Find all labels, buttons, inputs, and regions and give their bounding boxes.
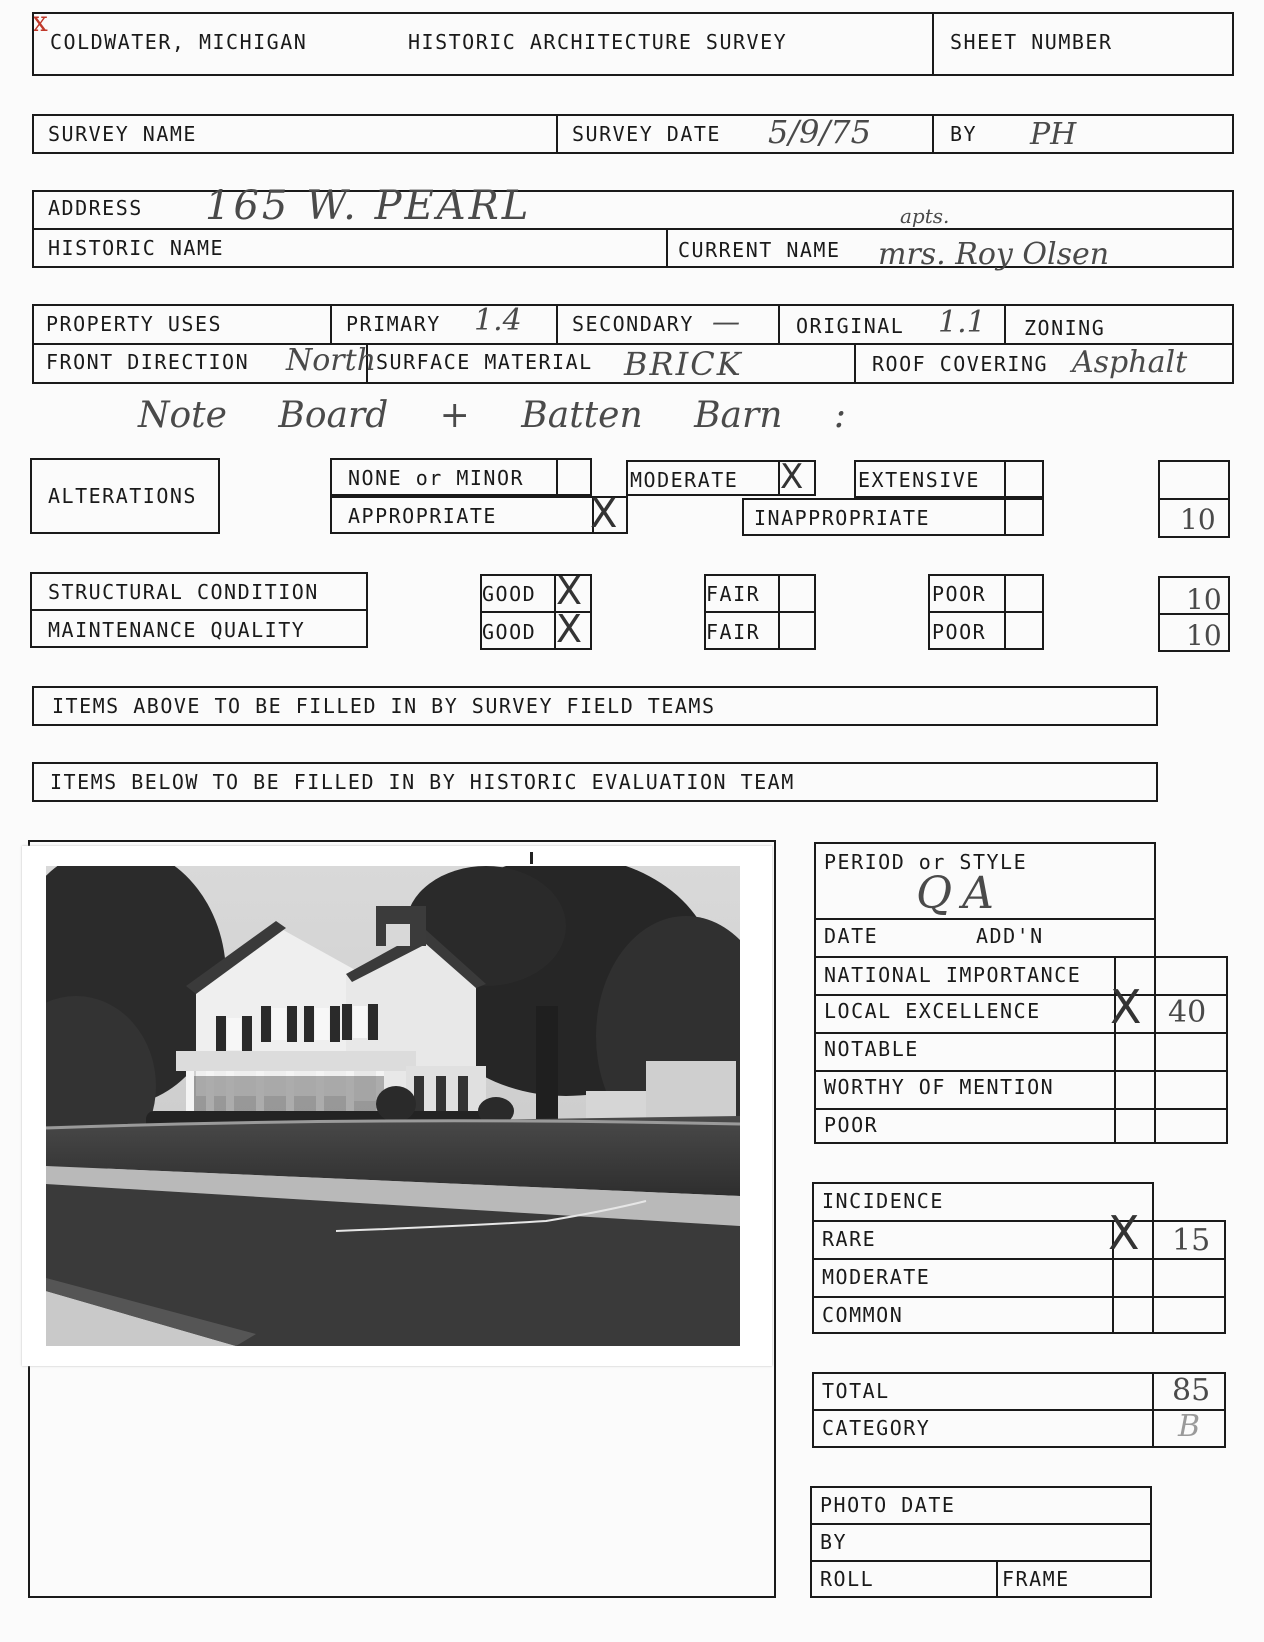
- survey-by-value: PH: [1030, 117, 1077, 152]
- structural-score: 10: [1186, 583, 1222, 616]
- house-photo: [46, 866, 740, 1346]
- total-value: 85: [1172, 1373, 1211, 1408]
- front-direction-value: North: [286, 343, 377, 378]
- period-style-label: PERIOD or STYLE: [824, 850, 1028, 874]
- worthy-of-mention-label: WORTHY OF MENTION: [824, 1075, 1055, 1099]
- survey-date-value: 5/9/75: [768, 113, 871, 151]
- sheet-number-label: SHEET NUMBER: [950, 30, 1113, 54]
- original-label: ORIGINAL: [796, 314, 905, 338]
- period-style-value: QA: [916, 868, 1004, 919]
- survey-name-label: SURVEY NAME: [48, 122, 197, 146]
- rare-score: 15: [1172, 1223, 1211, 1258]
- maintenance-quality-label: MAINTENANCE QUALITY: [48, 618, 306, 642]
- extensive-label: EXTENSIVE: [858, 468, 980, 492]
- structural-fair-label: FAIR: [706, 582, 761, 606]
- moderate-label: MODERATE: [630, 468, 739, 492]
- photo-tick-mark: [530, 852, 533, 864]
- moderate-check: X: [780, 457, 804, 497]
- structural-good-label: GOOD: [482, 582, 537, 606]
- banner-above: ITEMS ABOVE TO BE FILLED IN BY SURVEY FIELD TEAMS: [52, 694, 716, 718]
- frame-label: FRAME: [1002, 1567, 1070, 1591]
- city-title: COLDWATER, MICHIGAN: [50, 30, 308, 54]
- appropriate-label: APPROPRIATE: [348, 504, 497, 528]
- secondary-value: —: [712, 305, 740, 338]
- primary-value: 1.4: [474, 303, 522, 338]
- addn-label: ADD'N: [976, 924, 1044, 948]
- survey-date-label: SURVEY DATE: [572, 122, 721, 146]
- current-name-note: apts.: [900, 204, 950, 228]
- local-excellence-check: X: [1110, 980, 1142, 1034]
- primary-label: PRIMARY: [346, 312, 441, 336]
- zoning-label: ZONING: [1024, 316, 1106, 340]
- category-value: B: [1178, 1409, 1201, 1444]
- maintenance-fair-label: FAIR: [706, 620, 761, 644]
- banner-below: ITEMS BELOW TO BE FILLED IN BY HISTORIC EVALUATION TEAM: [50, 770, 795, 794]
- front-direction-label: FRONT DIRECTION: [46, 350, 250, 374]
- inappropriate-label: INAPPROPRIATE: [754, 506, 931, 530]
- corner-mark: x: [32, 5, 48, 38]
- photo-date-label: PHOTO DATE: [820, 1493, 956, 1517]
- poor-label: POOR: [824, 1113, 879, 1137]
- local-excellence-label: LOCAL EXCELLENCE: [824, 999, 1041, 1023]
- incidence-moderate-label: MODERATE: [822, 1265, 931, 1289]
- total-label: TOTAL: [822, 1379, 890, 1403]
- appropriate-check: X: [590, 491, 618, 537]
- property-uses-label: PROPERTY USES: [46, 312, 223, 336]
- structural-good-check: X: [556, 569, 583, 613]
- national-importance-label: NATIONAL IMPORTANCE: [824, 963, 1082, 987]
- roof-covering-value: Asphalt: [1072, 345, 1188, 380]
- structural-poor-label: POOR: [932, 582, 987, 606]
- current-name-label: CURRENT NAME: [678, 238, 841, 262]
- surface-material-value: BRICK: [624, 345, 743, 383]
- structural-condition-label: STRUCTURAL CONDITION: [48, 580, 319, 604]
- common-label: COMMON: [822, 1303, 904, 1327]
- maintenance-score: 10: [1186, 619, 1222, 652]
- handwritten-note: Note Board + Batten Barn :: [138, 395, 846, 436]
- date-label: DATE: [824, 924, 879, 948]
- alterations-label: ALTERATIONS: [48, 484, 197, 508]
- surface-material-label: SURFACE MATERIAL: [376, 350, 593, 374]
- address-label: ADDRESS: [48, 196, 143, 220]
- maintenance-good-label: GOOD: [482, 620, 537, 644]
- rare-check: X: [1108, 1206, 1140, 1260]
- local-excellence-score: 40: [1168, 995, 1207, 1030]
- current-name-value: mrs. Roy Olsen: [878, 237, 1110, 272]
- roof-covering-label: ROOF COVERING: [872, 352, 1049, 376]
- survey-by-label: BY: [950, 122, 978, 146]
- photo-by-label: BY: [820, 1530, 848, 1554]
- none-minor-label: NONE or MINOR: [348, 466, 525, 490]
- notable-label: NOTABLE: [824, 1037, 919, 1061]
- incidence-label: INCIDENCE: [822, 1189, 944, 1213]
- alterations-score: 10: [1180, 503, 1216, 536]
- original-value: 1.1: [938, 305, 986, 340]
- secondary-label: SECONDARY: [572, 312, 694, 336]
- roll-label: ROLL: [820, 1567, 875, 1591]
- rare-label: RARE: [822, 1227, 877, 1251]
- historic-name-label: HISTORIC NAME: [48, 236, 225, 260]
- maintenance-poor-label: POOR: [932, 620, 987, 644]
- survey-title: HISTORIC ARCHITECTURE SURVEY: [408, 30, 788, 54]
- address-value: 165 W. PEARL: [205, 183, 532, 229]
- category-label: CATEGORY: [822, 1416, 931, 1440]
- maintenance-good-check: X: [556, 607, 583, 651]
